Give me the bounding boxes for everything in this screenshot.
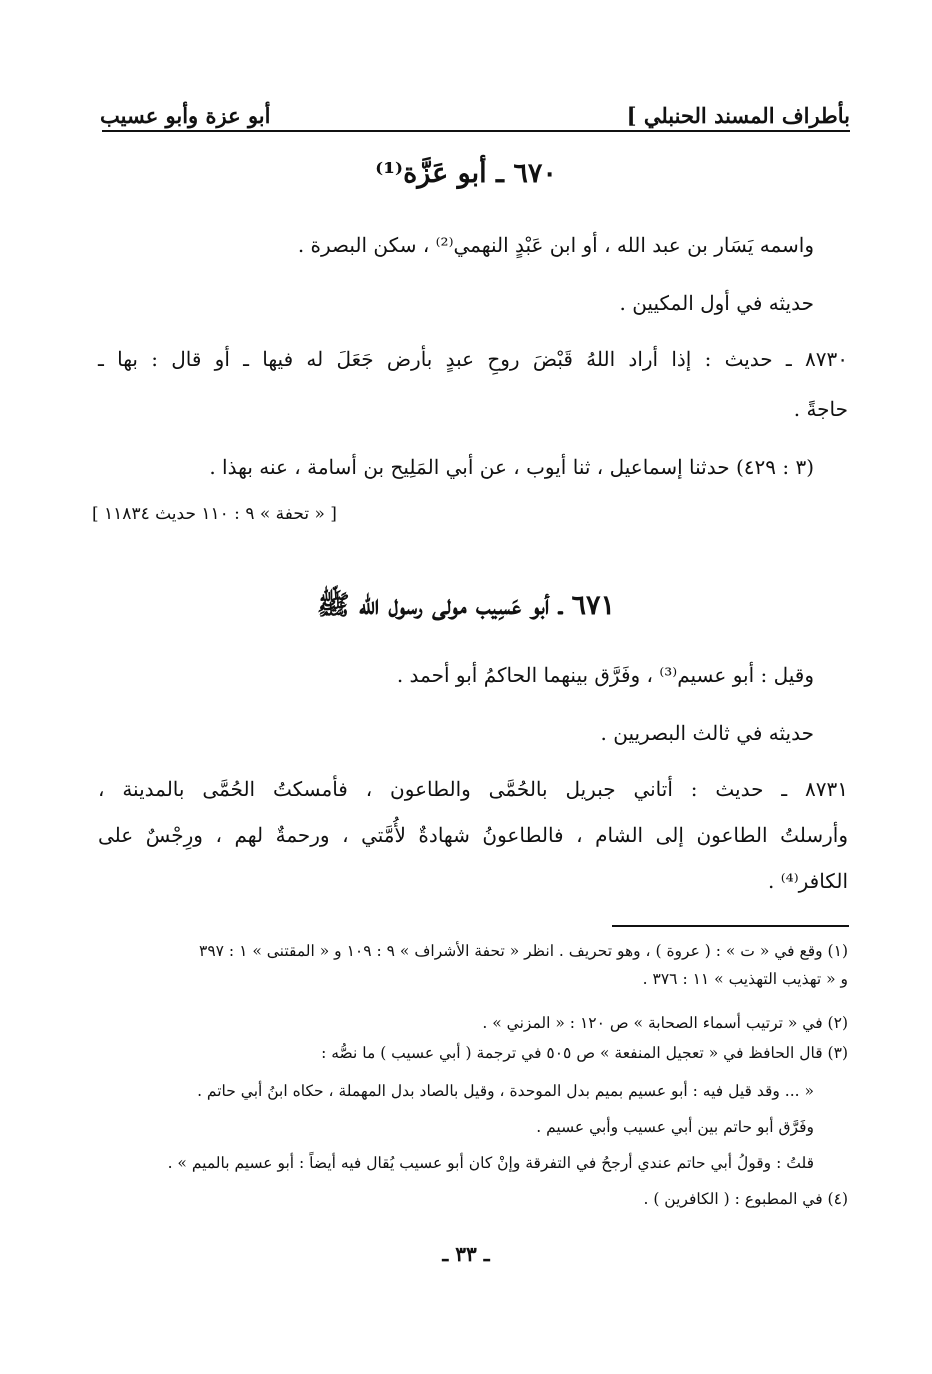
hadith-8730-line1: ٨٧٣٠ ـ حديث : إذا أراد اللهُ قَبْضَ روحِ عبدٍ بأرض جَعَلَ له فيها ـ أو قال : بها ـ (98, 347, 848, 371)
footnote-1-line1: (١) وقع في « ت » : ( عروة ) ، وهو تحريف . انظر « تحفة الأشراف » ٩ : ١٠٩ و « المقتنى » ١ : ٣٩٧ (199, 942, 848, 960)
section-title-671: ٦٧١ ـ أبو عَسِيب مولى رسول الله ﷺ (316, 590, 616, 621)
running-header (100, 88, 850, 128)
header-rule (102, 130, 850, 132)
location-line-670: حديثه في أول المكيين . (619, 291, 814, 315)
section-title-670: ٦٧٠ ـ أبو عَزَّة⁽¹⁾ (375, 158, 557, 189)
alt-name-line-671: وقيل : أبو عسيم⁽³⁾ ، وفَرَّق بينهما الحاكمُ أبو أحمد . (396, 663, 814, 687)
hadith-8731-line1: ٨٧٣١ ـ حديث : أتاني جبريل بالحُمَّى والطاعون ، فأمسكتُ الحُمَّى بالمدينة ، (98, 777, 848, 801)
header-section-title: أبو عزة وأبو عسيب (100, 103, 271, 128)
hadith-8731-line3: الكافر⁽⁴⁾ . (768, 869, 848, 893)
header-book-title: بأطراف المسند الحنبلي ] (626, 103, 850, 128)
footnote-separator (612, 925, 849, 927)
footnote-2: (٢) في « ترتيب أسماء الصحابة » ص ١٢٠ : « المزني » . (482, 1014, 848, 1032)
footnote-3-quote-line3: قلتُ : وقولُ أبي حاتم عندي أرجحُ في التفرقة وإنْ كان أبو عسيب يُقال فيه أيضاً : أبو عسيم بالميم » . (167, 1154, 814, 1172)
name-line-670: واسمه يَسَار بن عبد الله ، أو ابن عَبْدٍ النهمي⁽²⁾ ، سكن البصرة . (297, 233, 814, 257)
page-number: ـ ٣٣ ـ (442, 1242, 490, 1266)
footnote-3-quote-line1: « ... وقد قيل فيه : أبو عسيم بميم بدل الموحدة ، وقيل بالصاد بدل المهملة ، حكاه ابنُ أبي حاتم . (197, 1082, 814, 1100)
location-line-671: حديثه في ثالث البصريين . (600, 721, 814, 745)
footnote-3-quote-line2: وفَرَّق أبو حاتم بين أبي عسيب وأبي عسيم . (536, 1118, 814, 1136)
tuhfa-reference-8730: [ « تحفة » ٩ : ١١٠ حديث ١١٨٣٤ ] (92, 504, 337, 524)
hadith-8730-line2: حاجةً . (793, 397, 848, 421)
hadith-8731-line2: وأرسلتُ الطاعون إلى الشام ، فالطاعونُ شهادةٌ لأُمَّتي ، ورحمةٌ لهم ، ورِجْسٌ على (98, 823, 848, 847)
footnote-3: (٣) قال الحافظ في « تعجيل المنفعة » ص ٥٠٥ في ترجمة ( أبي عسيب ) ما نصُّه : (321, 1044, 848, 1062)
footnote-1-line2: و « تهذيب التهذيب » ١١ : ٣٧٦ . (642, 970, 848, 988)
footnote-4: (٤) في المطبوع : ( الكافرين ) . (643, 1190, 848, 1208)
isnad-8730: (٣ : ٤٢٩) حدثنا إسماعيل ، ثنا أيوب ، عن أبي المَلِيح بن أسامة ، عنه بهذا . (209, 455, 814, 479)
